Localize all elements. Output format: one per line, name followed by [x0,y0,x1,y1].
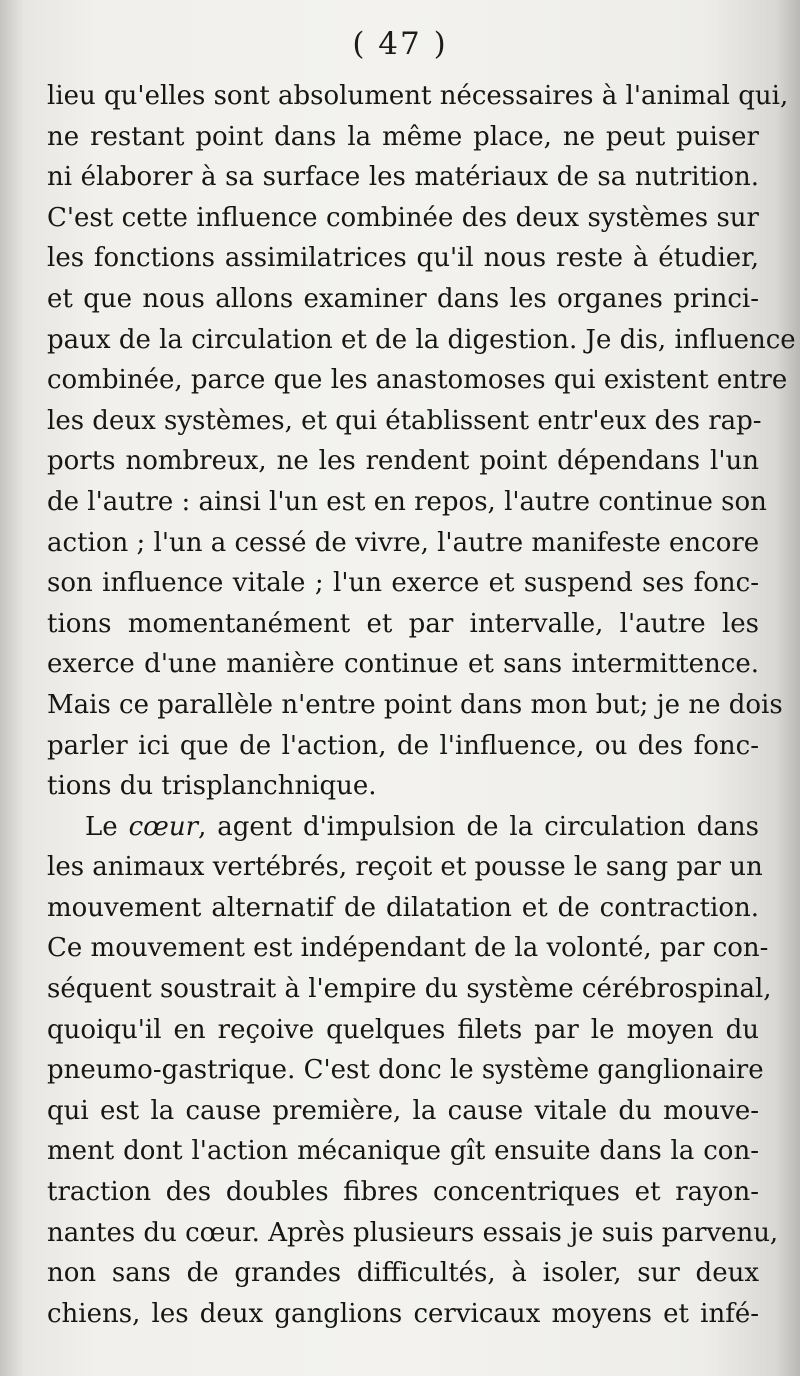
text-line: traction des doubles fibres concentriques et rayon- [47,1177,759,1208]
text-line: séquent soustrait à l'empire du système cérébrospinal, [47,974,772,1005]
text-line: pneumo-gastrique. C'est donc le système ganglionaire [47,1055,764,1086]
page-number: ( 47 ) [352,26,448,62]
text-line: lieu qu'elles sont absolument nécessaires à l'animal qui, [47,81,789,111]
text-line: ports nombreux, ne les rendent point dépendans l'un [47,446,759,477]
text-line: et que nous allons examiner dans les organes princi- [47,283,759,314]
text-line: Ce mouvement est indépendant de la volonté, par con- [47,933,769,964]
text-line: quoiqu'il en reçoive quelques filets par le moyen du [47,1014,759,1045]
text-line: non sans de grandes difficultés, à isoler, sur deux [47,1258,759,1289]
text-line: ni élaborer à sa surface les matériaux de sa nutrition. [47,162,759,193]
paragraph-2 [47,807,779,1335]
text-line: les animaux vertébrés, reçoit et pousse le sang par un [47,852,763,883]
text-line: de l'autre : ainsi l'un est en repos, l'autre continue son [47,486,767,517]
italic-term: cœur [128,811,199,842]
text-line: ne restant point dans la même place, ne peut puiser [47,121,759,152]
text-line: mouvement alternatif de dilatation et de contraction. [47,892,759,923]
text-line: Mais ce parallèle n'entre point dans mon but; je ne dois [47,689,783,720]
page-text [47,76,796,1334]
text-run: Le [85,811,129,842]
text-line [47,807,759,848]
text-line: C'est cette influence combinée des deux systèmes sur [47,202,759,233]
text-line: qui est la cause première, la cause vitale du mouve- [47,1095,759,1126]
text-line: nantes du cœur. Après plusieurs essais je suis parvenu, [47,1217,779,1248]
text-line: son influence vitale ; l'un exerce et suspend ses fonc- [47,568,759,599]
text-line: tions momentanément et par intervalle, l'autre les [47,608,759,639]
text-line: ment dont l'action mécanique gît ensuite dans la con- [47,1136,759,1167]
text-line: les deux systèmes, et qui établissent entr'eux des rap- [47,405,762,436]
text-line: paux de la circulation et de la digestion. Je dis, influence [47,324,796,355]
text-line: les fonctions assimilatrices qu'il nous reste à étudier, [47,243,759,274]
text-line: combinée, parce que les anastomoses qui existent entre [47,365,788,396]
text-line: parler ici que de l'action, de l'influence, ou des fonc- [47,730,759,761]
text-line: action ; l'un a cessé de vivre, l'autre manifeste encore [47,527,760,558]
text-line: exerce d'une manière continue et sans intermittence. [47,649,759,680]
text-run: , agent d'impulsion de la circulation dans [198,811,759,842]
text-line: tions du trisplanchnique. [47,771,377,802]
text-line: chiens, les deux ganglions cervicaux moyens et infé- [47,1298,759,1329]
paragraph-1 [47,76,796,807]
